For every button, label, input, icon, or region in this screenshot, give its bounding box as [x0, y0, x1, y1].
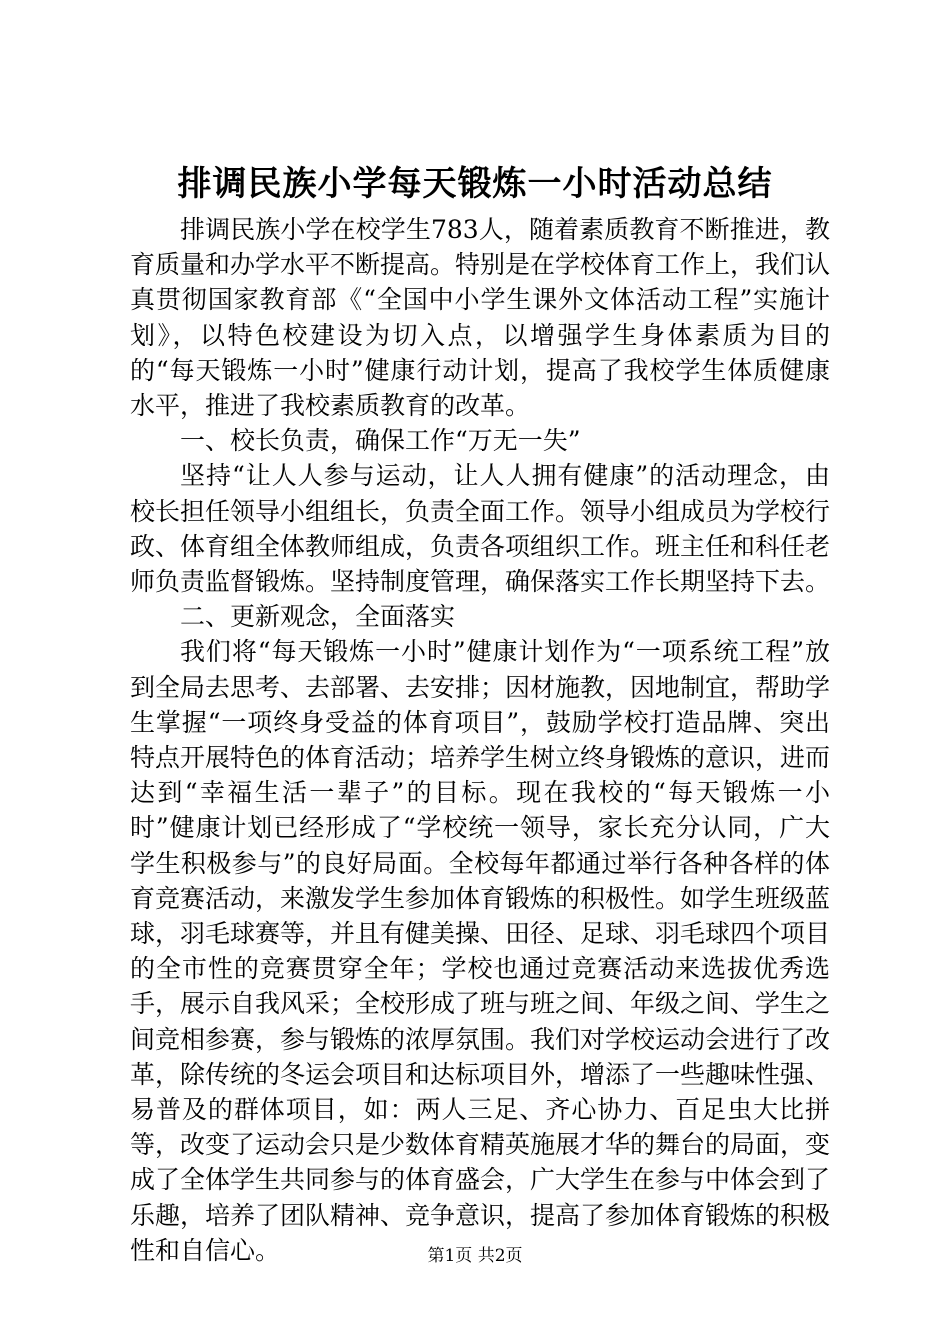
page-number-footer: 第1页 共2页 — [427, 1246, 523, 1266]
paragraph-section-1: 坚持“让人人参与运动，让人人拥有健康”的活动理念，由校长担任领导小组组长，负责全面工作。领导小组成员为学校行政、体育组全体教师组成，负责各项组织工作。班主任和科任老师负责监督锻炼。坚持制度管理，确保落实工作长期坚持下去。 — [130, 461, 831, 597]
section-heading-2: 二、更新观念，全面落实 — [180, 602, 456, 632]
paragraph-section-2: 我们将“每天锻炼一小时”健康计划作为“一项系统工程”放到全局去思考、去部署、去安排；因材施教，因地制宜，帮助学生掌握“一项终身受益的体育项目”，鼓励学校打造品牌、突出特点开展特色的体育活动；培养学生树立终身锻炼的意识，进而达到“幸福生活一辈子”的目标。现在我校的“每天锻炼一小时”健康计划已经形成了“学校统一领导，家长充分认同，广大学生积极参与”的良好局面。全校每年都通过举行各种各样的体育竞赛活动，来激发学生参加体育锻炼的积极性。如学生班级蓝球，羽毛球赛等，并且有健美操、田径、足球、羽毛球四个项目的全市性的竞赛贯穿全年；学校也通过竞赛活动来选拔优秀选手，展示自我风采；全校形成了班与班之间、年级之间、学生之间竞相参赛，参与锻炼的浓厚氛围。我们对学校运动会进行了改革，除传统的冬运会项目和达标项目外，增添了一些趣味性强、易普及的群体项目，如：两人三足、齐心协力、百足虫大比拼等，改变了运动会只是少数体育精英施展才华的舞台的局面，变成了全体学生共同参与的体育盛会，广大学生在参与中体会到了乐趣，培养了团队精神、竞争意识，提高了参加体育锻炼的积极性和自信心。 — [130, 637, 831, 1265]
section-heading-1: 一、校长负责，确保工作“万无一失” — [180, 426, 581, 456]
paragraph-intro: 排调民族小学在校学生783人，随着素质教育不断推进，教育质量和办学水平不断提高。特别是在学校体育工作上，我们认真贯彻国家教育部《“全国中小学生课外文体活动工程”实施计划》，以特色校建设为切入点，以增强学生身体素质为目的的“每天锻炼一小时”健康行动计划，提高了我校学生体质健康水平，推进了我校素质教育的改革。 — [130, 215, 831, 421]
document-title: 排调民族小学每天锻炼一小时活动总结 — [177, 164, 773, 204]
document-body — [130, 212, 830, 1268]
